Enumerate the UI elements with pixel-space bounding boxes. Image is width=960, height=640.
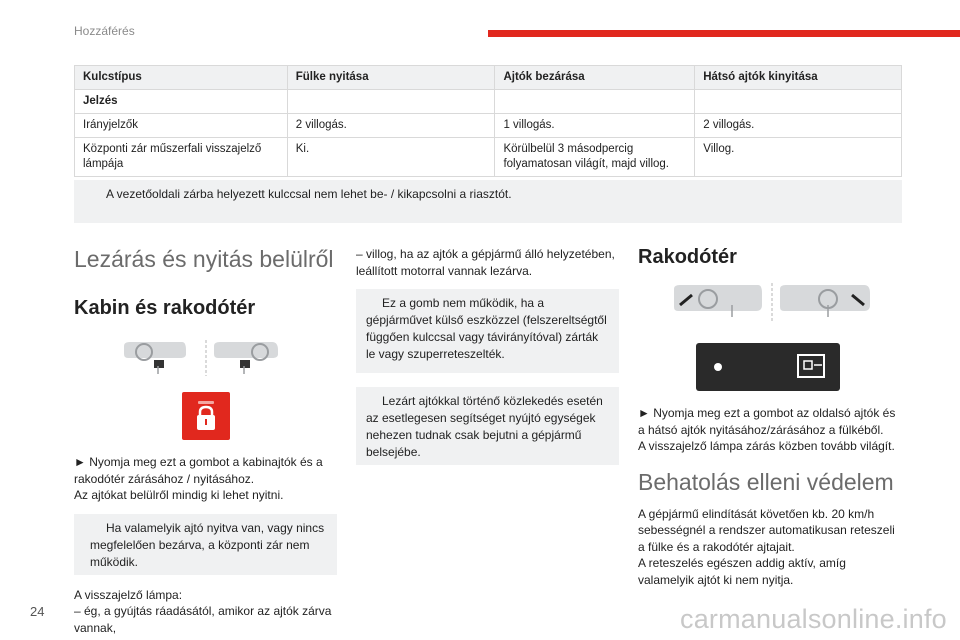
table-cell: Villog. bbox=[695, 138, 902, 177]
instruction-text-2: Az ajtókat belülről mindig ki lehet nyitni. bbox=[74, 488, 284, 502]
steering-wheel-icon bbox=[122, 340, 282, 384]
table-header-cell: Ajtók bezárása bbox=[495, 66, 695, 90]
table-row bbox=[75, 114, 902, 138]
warning-note-text: Lezárt ajtókkal történő közlekedés esetén az esetlegesen segítséget nyújtó egységek nehezen tudnak csak bejutni a gépjármű belsejébe. bbox=[366, 394, 603, 459]
page-number: 24 bbox=[30, 604, 45, 619]
instruction-text-2: A visszajelző lámpa zárás közben tovább világít. bbox=[638, 439, 895, 453]
info-note-external-lock bbox=[356, 289, 619, 373]
column-cargo bbox=[638, 240, 902, 588]
lock-button-icon bbox=[182, 392, 230, 440]
table-cell: 2 villogás. bbox=[695, 114, 902, 138]
table-header-row bbox=[75, 66, 902, 90]
info-note-alarm bbox=[74, 180, 902, 223]
paragraph: A gépjármű elindítását követően kb. 20 km/h sebességnél a rendszer automatikusan reteszeli a fülke és a rakodótér ajtajait. bbox=[638, 506, 895, 554]
info-note-text: A vezetőoldali zárba helyezett kulccsal nem lehet be- / kikapcsolni a riasztót. bbox=[106, 187, 512, 201]
instruction-text: ► Nyomja meg ezt a gombot a kabinajtók és a rakodótér zárásához / nyitásához. bbox=[74, 455, 323, 486]
indicator-table bbox=[74, 65, 902, 177]
lamp-item-2: – villog, ha az ajtók a gépjármű álló helyzetében, leállított motorral vannak lezárva. bbox=[356, 247, 615, 278]
lamp-item-1: – ég, a gyújtás ráadásától, amikor az ajtók zárva vannak, bbox=[74, 604, 332, 635]
table-cell: 2 villogás. bbox=[287, 114, 495, 138]
warning-note-central-lock bbox=[74, 514, 337, 575]
subsection-heading: Kabin és rakodótér bbox=[74, 297, 256, 319]
section-heading: Lezárás és nyitás belülről bbox=[74, 246, 334, 272]
lamp-title: A visszajelző lámpa: bbox=[74, 587, 183, 602]
section-heading-cargo: Rakodótér bbox=[638, 246, 737, 268]
table-cell: Körülbelül 3 másodpercig folyamatosan világít, majd villog. bbox=[495, 138, 695, 177]
table-cell: 1 villogás. bbox=[495, 114, 695, 138]
table-cell: Központi zár műszerfali visszajelző lámpája bbox=[75, 138, 288, 177]
column-lamp-notes bbox=[356, 240, 619, 465]
warning-note-text: Ha valamelyik ajtó nyitva van, vagy nincs megfelelően bezárva, a központi zár nem működik. bbox=[90, 520, 325, 569]
steering-wheel-icon bbox=[672, 283, 872, 323]
column-inside-locking bbox=[74, 240, 337, 636]
table-cell: Irányjelzők bbox=[75, 114, 288, 138]
table-header-cell: Fülke nyitása bbox=[287, 66, 495, 90]
table-header-cell: Hátsó ajtók kinyitása bbox=[695, 66, 902, 90]
section-heading-intrusion: Behatolás elleni védelem bbox=[638, 468, 894, 495]
table-group-row bbox=[75, 90, 902, 114]
warning-note-locked-driving bbox=[356, 387, 619, 465]
table-row bbox=[75, 138, 902, 177]
section-title: Hozzáférés bbox=[74, 24, 135, 38]
table-group-cell: Jelzés bbox=[75, 90, 288, 114]
info-note-text: Ez a gomb nem működik, ha a gépjárművet külső eszközzel (felszereltségtől függően kulccsal vagy távirányítóval) zárták le vagy szuperreteszelték. bbox=[366, 296, 607, 361]
paragraph-2: A reteszelés egészen addig aktív, amíg valamelyik ajtót ki nem nyitja. bbox=[638, 556, 846, 587]
table-header-cell: Kulcstípus bbox=[75, 66, 288, 90]
instruction-text: ► Nyomja meg ezt a gombot az oldalsó ajtók és a hátsó ajtók nyitásához/zárásához a fülkéből. bbox=[638, 406, 896, 437]
cargo-button-icon bbox=[696, 343, 840, 391]
watermark: carmanualsonline.info bbox=[680, 604, 947, 634]
table-cell: Ki. bbox=[287, 138, 495, 177]
header-accent-bar bbox=[488, 30, 960, 37]
